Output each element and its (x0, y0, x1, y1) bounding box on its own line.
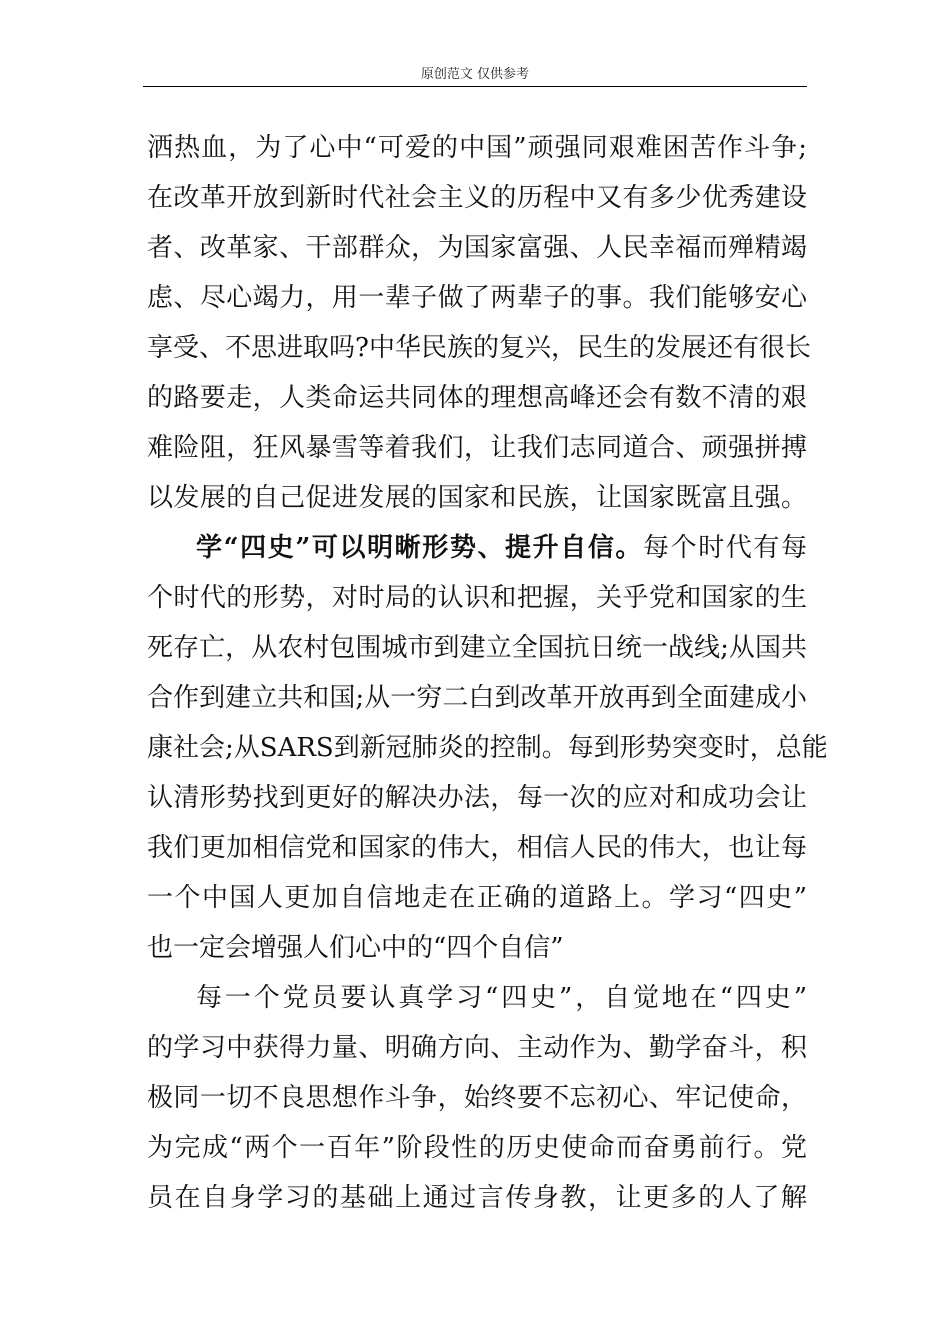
text-line: 以发展的自己促进发展的国家和民族，让国家既富且强。 (147, 483, 807, 513)
text-line: 个时代的形势，对时局的认识和把握，关乎党和国家的生 (147, 583, 807, 613)
text-line: 死存亡，从农村包围城市到建立全国抗日统一战线;从国共 (147, 633, 807, 663)
paragraph-heading: 学“四史”可以明晰形势、提升自信。 (196, 533, 644, 563)
heading-continuation: 每个时代有每 (643, 533, 807, 563)
text-line: 为完成“两个一百年”阶段性的历史使命而奋勇前行。党 (147, 1133, 807, 1163)
text-line: 的路要走，人类命运共同体的理想高峰还会有数不清的艰 (147, 383, 807, 413)
text-line: 一个中国人更加自信地走在正确的道路上。学习“四史” (147, 883, 807, 913)
text-line: 极同一切不良思想作斗争，始终要不忘初心、牢记使命， (147, 1083, 807, 1113)
text-line: 享受、不思进取吗?中华民族的复兴，民生的发展还有很长 (147, 333, 811, 363)
page-header (143, 66, 807, 87)
text-line: 员在自身学习的基础上通过言传身教，让更多的人了解 (147, 1183, 807, 1213)
text-line: 认清形势找到更好的解决办法，每一次的应对和成功会让 (147, 783, 807, 813)
text-line: 我们更加相信党和国家的伟大，相信人民的伟大，也让每 (147, 833, 807, 863)
text-line: 者、改革家、干部群众，为国家富强、人民幸福而殚精竭 (147, 233, 807, 263)
header-text: 原创范文 仅供参考 (420, 67, 530, 82)
text-line: 洒热血，为了心中“可爱的中国”顽强同艰难困苦作斗争; (147, 133, 807, 163)
text-line: 难险阻，狂风暴雪等着我们，让我们志同道合、顽强拼搏 (147, 433, 807, 463)
text-line: 在改革开放到新时代社会主义的历程中又有多少优秀建设 (147, 183, 807, 213)
text-line: 康社会;从SARS到新冠肺炎的控制。每到形势突变时，总能 (147, 733, 828, 763)
text-line: 虑、尽心竭力，用一辈子做了两辈子的事。我们能够安心 (147, 283, 807, 313)
text-line: 合作到建立共和国;从一穷二白到改革开放再到全面建成小 (147, 683, 807, 713)
text-line: 每一个党员要认真学习“四史”，自觉地在“四史” (196, 983, 807, 1013)
text-line: 也一定会增强人们心中的“四个自信” (147, 933, 564, 963)
text-line: 的学习中获得力量、明确方向、主动作为、勤学奋斗，积 (147, 1033, 807, 1063)
paragraph-heading-line (196, 528, 807, 568)
